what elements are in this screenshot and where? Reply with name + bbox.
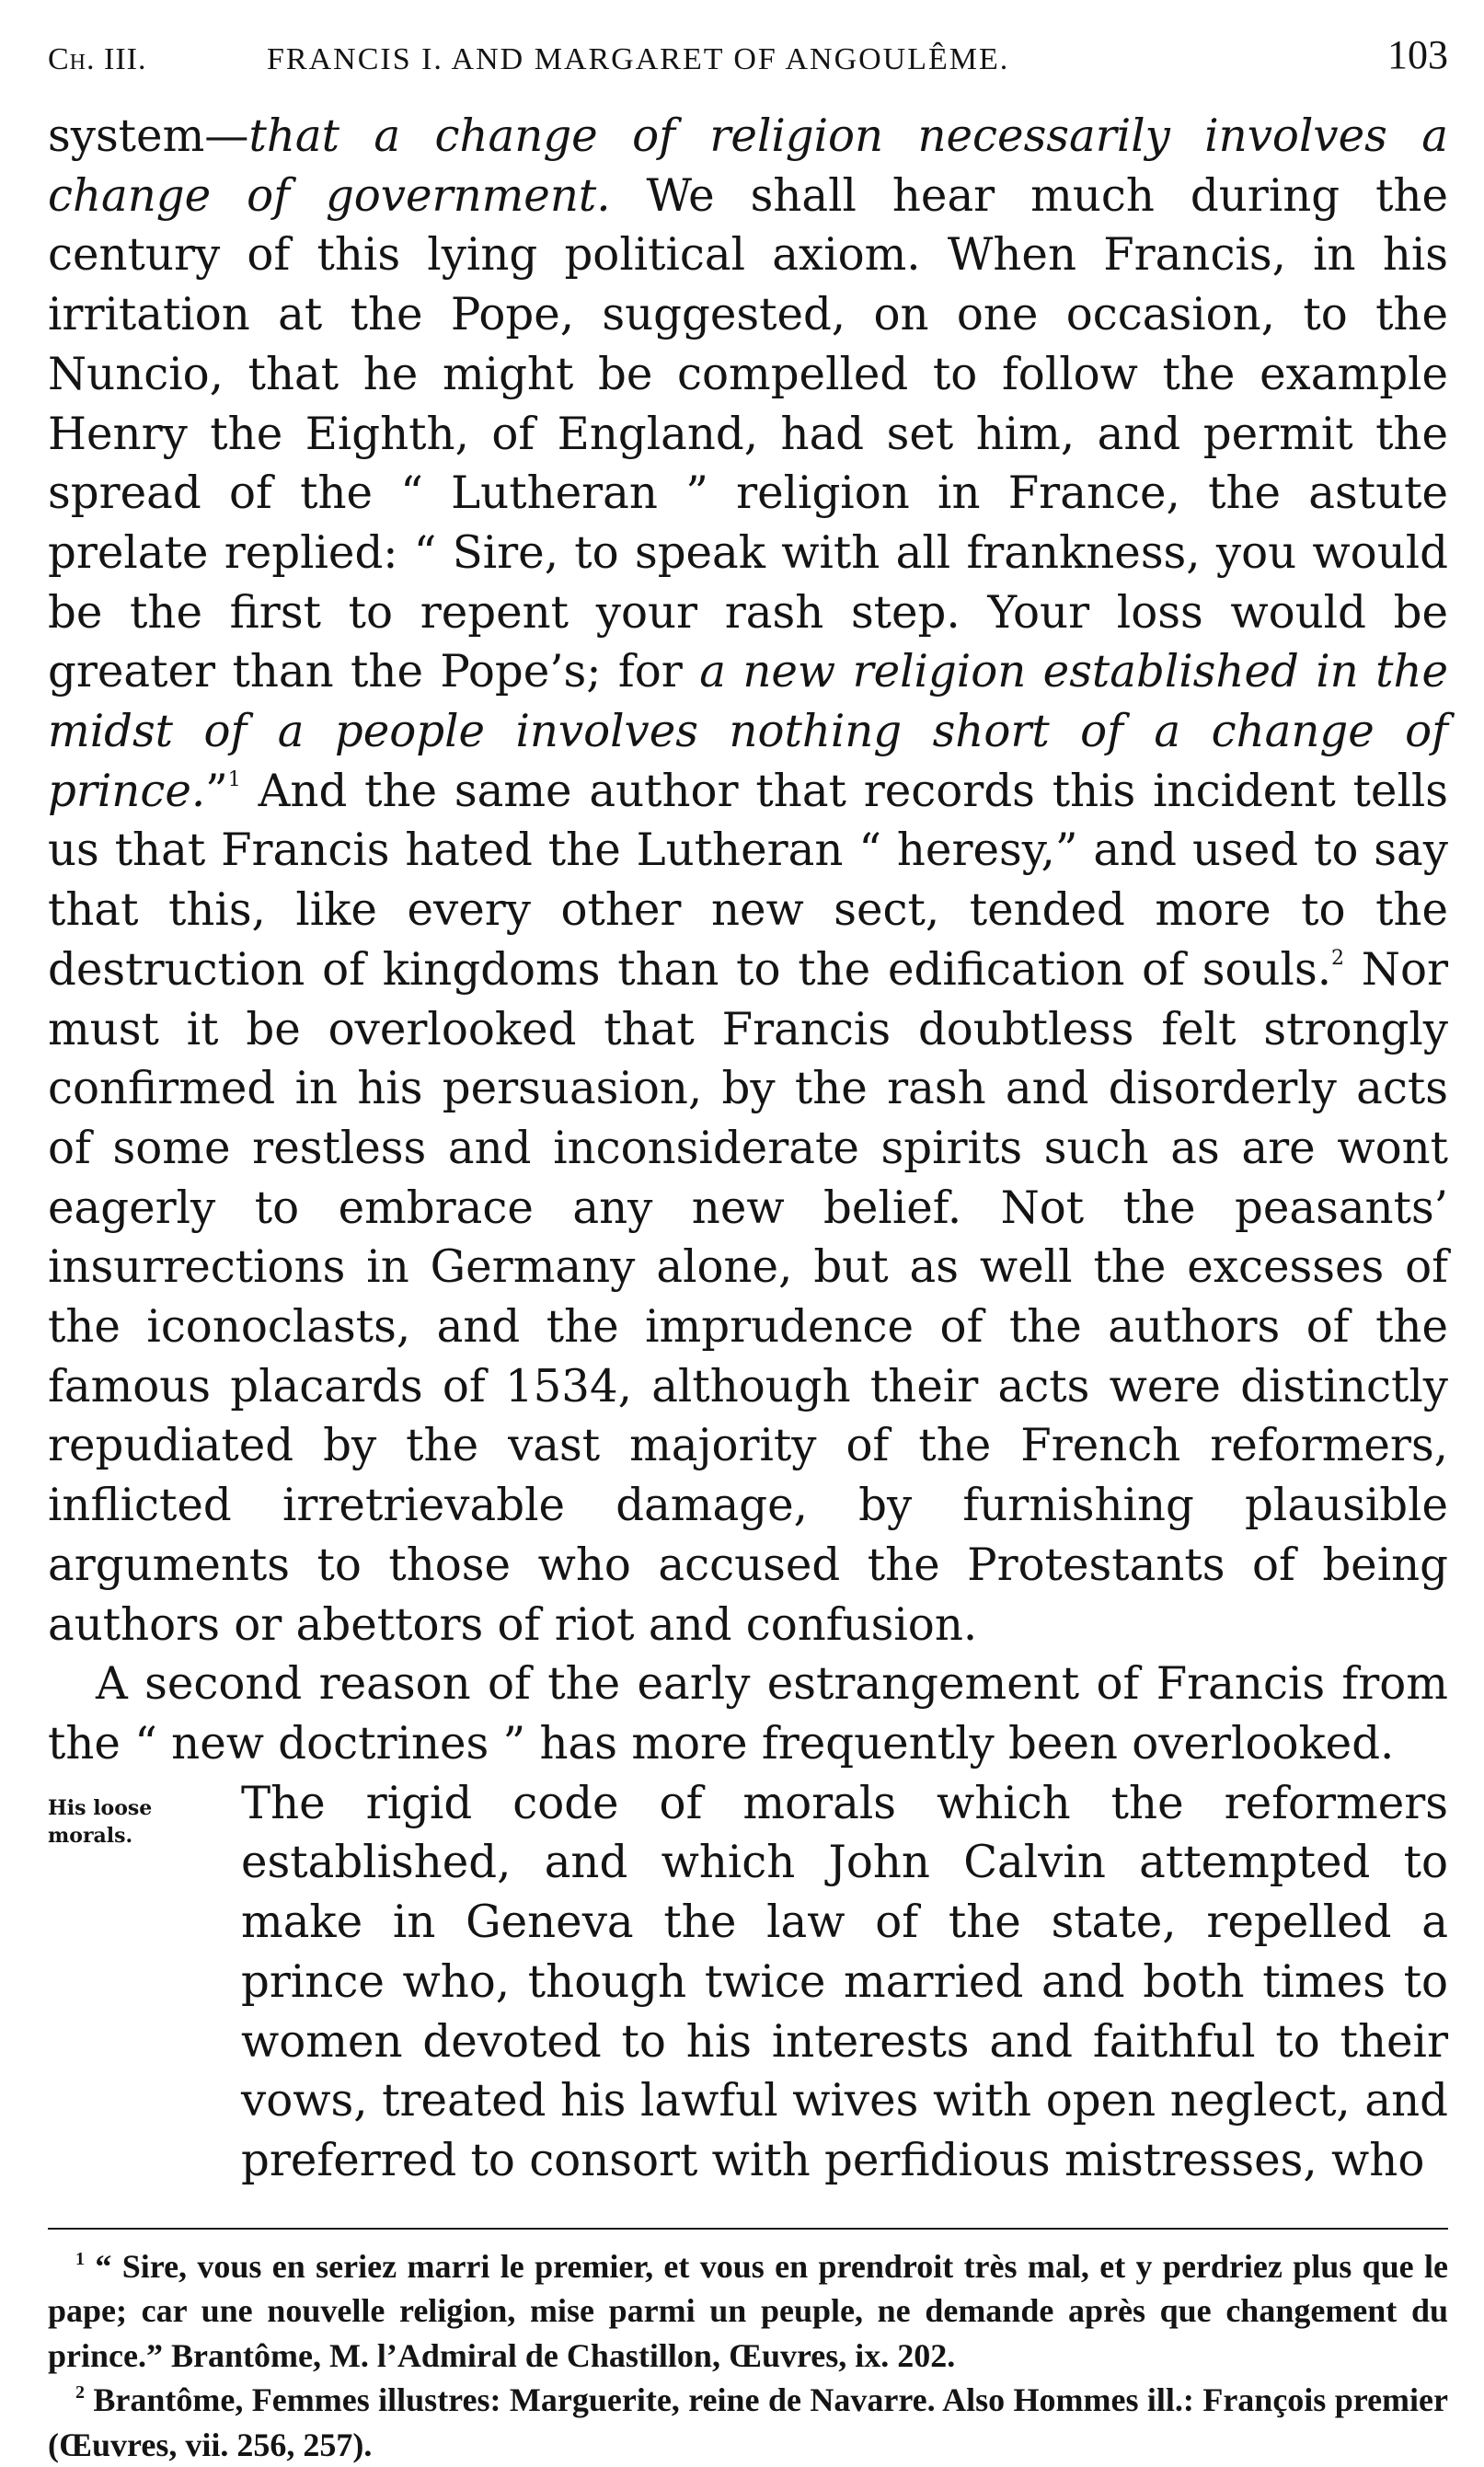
paragraph-2-rest: The rigid code of morals which the reformers established, and which John Calvin attempted to make in Geneva the law of the state, repelled a prince who, though twice married and both times to women devoted to his interests and faithful to their vows, treated his lawful wives with open neglect, and preferred to consort with perfidious mistresses, who [241, 1777, 1448, 2186]
body-text [48, 107, 1448, 2191]
paragraph-1-seg6: And the same author that records this incident tells us that Francis hated the Lutheran “ heresy,” and used to say that this, like every other new sect, tended more to the destruction of kingdoms than to the edification of souls. [48, 765, 1448, 996]
paragraph-2-body [48, 1774, 1448, 2191]
footnotes [48, 2244, 1448, 2467]
side-note [48, 1774, 241, 1850]
footnote-ref-1: 1 [227, 767, 241, 791]
footnote-1-text: “ Sire, vous en seriez marri le premier, et vous en prendroit très mal, et y perdriez plus que le pape; car une nouvelle religion, mise parmi un peuple, ne demande après que changement du prince.” Brantôme, M. l’Admiral de Chastillon, Œuvres, ix. 202. [48, 2247, 1448, 2374]
paragraph-1 [48, 107, 1448, 1654]
paragraph-1-seg5: ” [205, 765, 228, 817]
footnote-2 [48, 2378, 1448, 2467]
footnote-1 [48, 2244, 1448, 2379]
footnote-2-marker: 2 [75, 2382, 85, 2404]
side-note-line-2: morals. [48, 1823, 133, 1848]
footnote-ref-2: 2 [1331, 946, 1345, 970]
paragraph-1-seg3: We shall hear much during the century of this lying political axiom. When Francis, in his irritation at the Pope, suggested, on one occasion, to the Nuncio, that he might be compelled to follow the example Henry the Eighth, of England, had set him, and permit the spread of the “ Lutheran ” religion in France, the astute prelate replied: “ Sire, to speak with all frankness, you would be the first to repent your rash step. Your loss would be greater than the Pope’s; for [48, 169, 1449, 698]
paragraph-1-italic-1: that a change of religion necessarily involves a change of government. [48, 110, 1448, 222]
page-number: 103 [1387, 32, 1448, 77]
footnote-rule [48, 2228, 1448, 2230]
chapter-label: Ch. III. [48, 42, 147, 76]
paragraph-2-lead: A second reason of the early estrangement of Francis from the “ new doctrines ” has more frequently been overlooked. [48, 1658, 1448, 1770]
side-note-line-1: His loose [48, 1795, 153, 1820]
running-head [48, 26, 1448, 90]
book-page [48, 26, 1448, 2467]
paragraph-1-seg1: system— [48, 110, 249, 162]
footnote-1-marker: 1 [75, 2248, 85, 2269]
footnote-2-text: Brantôme, Femmes illustres: Marguerite, reine de Navarre. Also Hommes ill.: François premier (Œuvres, vii. 256, 257). [48, 2381, 1448, 2463]
paragraph-1-italic-2: a new religion established in the midst of a people involves nothing short of a change of prince. [48, 646, 1449, 817]
paragraph-1-seg7: Nor must it be overlooked that Francis doubtless felt strongly confirmed in his persuasion, by the rash and disorderly acts of some restless and inconsiderate spirits such as are wont eagerly to embrace any new belief. Not the peasants’ insurrections in Germany alone, but as well the excesses of the iconoclasts, and the imprudence of the authors of the famous placards of 1534, although their acts were distinctly repudiated by the vast majority of the French reformers, inflicted irretrievable damage, by furnishing plausible arguments to those who accused the Protestants of being authors or abettors of riot and confusion. [48, 943, 1448, 1651]
running-title: FRANCIS I. AND MARGARET OF ANGOULÊME. [267, 42, 1010, 76]
